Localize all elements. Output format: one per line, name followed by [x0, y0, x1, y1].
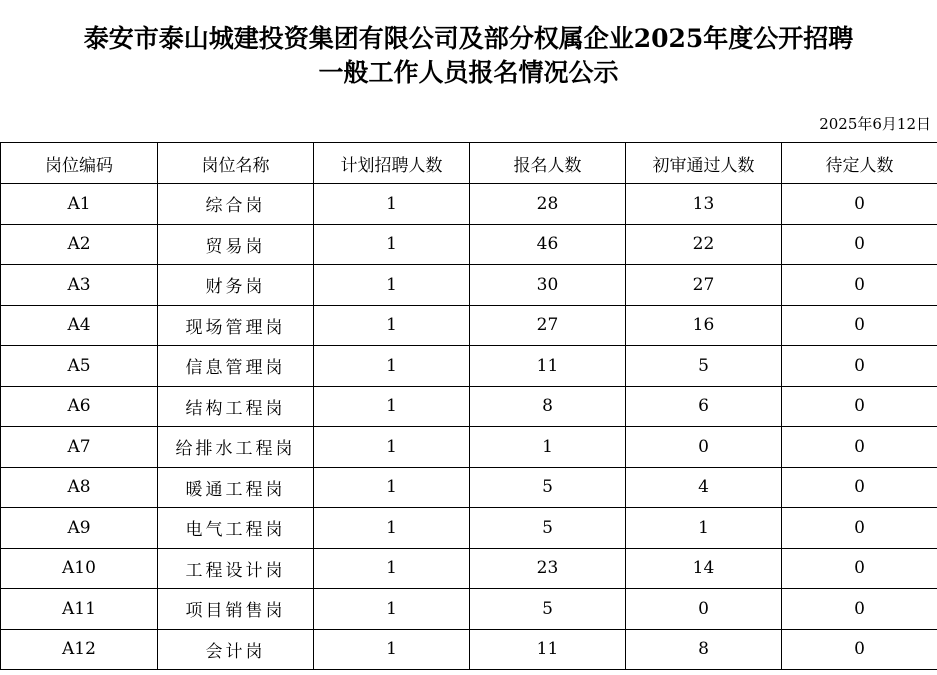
cell-applicant-count: 5: [470, 589, 626, 630]
cell-pending-count: 0: [782, 467, 937, 508]
cell-pending-count: 0: [782, 184, 937, 225]
cell-applicant-count: 27: [470, 305, 626, 346]
cell-position-name: 会计岗: [158, 629, 314, 670]
cell-position-name: 现场管理岗: [158, 305, 314, 346]
cell-applicant-count: 11: [470, 346, 626, 387]
cell-applicant-count: 5: [470, 467, 626, 508]
cell-position-name: 综合岗: [158, 184, 314, 225]
cell-position-name: 项目销售岗: [158, 589, 314, 630]
registration-table: [0, 142, 937, 670]
cell-applicant-count: 46: [470, 224, 626, 265]
cell-position-name: 给排水工程岗: [158, 427, 314, 468]
cell-position-name: 信息管理岗: [158, 346, 314, 387]
cell-planned-count: 1: [314, 467, 470, 508]
cell-pending-count: 0: [782, 589, 937, 630]
table-row: [1, 184, 937, 225]
cell-position-code: A10: [1, 548, 158, 589]
cell-position-code: A5: [1, 346, 158, 387]
table-row: [1, 589, 937, 630]
cell-planned-count: 1: [314, 305, 470, 346]
cell-planned-count: 1: [314, 427, 470, 468]
cell-planned-count: 1: [314, 508, 470, 549]
cell-applicant-count: 8: [470, 386, 626, 427]
cell-passed-count: 14: [626, 548, 782, 589]
cell-position-code: A11: [1, 589, 158, 630]
cell-position-name: 贸易岗: [158, 224, 314, 265]
cell-passed-count: 1: [626, 508, 782, 549]
table-row: [1, 346, 937, 387]
cell-passed-count: 16: [626, 305, 782, 346]
cell-position-code: A3: [1, 265, 158, 306]
header-planned-count: 计划招聘人数: [314, 143, 470, 184]
cell-planned-count: 1: [314, 589, 470, 630]
table-row: [1, 629, 937, 670]
table-row: [1, 305, 937, 346]
table-body: [1, 184, 937, 670]
header-pending-count: 待定人数: [782, 143, 937, 184]
header-applicant-count: 报名人数: [470, 143, 626, 184]
cell-position-code: A6: [1, 386, 158, 427]
cell-position-name: 工程设计岗: [158, 548, 314, 589]
cell-position-name: 结构工程岗: [158, 386, 314, 427]
document-title-line2: 一般工作人员报名情况公示: [318, 58, 619, 87]
table-row: [1, 386, 937, 427]
cell-passed-count: 8: [626, 629, 782, 670]
publish-date: 2025年6月12日: [819, 115, 931, 133]
cell-passed-count: 6: [626, 386, 782, 427]
cell-planned-count: 1: [314, 386, 470, 427]
cell-passed-count: 22: [626, 224, 782, 265]
cell-pending-count: 0: [782, 386, 937, 427]
cell-pending-count: 0: [782, 548, 937, 589]
cell-planned-count: 1: [314, 265, 470, 306]
header-position-code: 岗位编码: [1, 143, 158, 184]
cell-position-code: A12: [1, 629, 158, 670]
cell-pending-count: 0: [782, 427, 937, 468]
table-row: [1, 548, 937, 589]
cell-planned-count: 1: [314, 184, 470, 225]
table-row: [1, 427, 937, 468]
cell-planned-count: 1: [314, 346, 470, 387]
cell-pending-count: 0: [782, 346, 937, 387]
table-row: [1, 265, 937, 306]
cell-position-name: 暖通工程岗: [158, 467, 314, 508]
header-position-name: 岗位名称: [158, 143, 314, 184]
cell-applicant-count: 5: [470, 508, 626, 549]
table-row: [1, 224, 937, 265]
header-row: [1, 143, 937, 184]
cell-applicant-count: 28: [470, 184, 626, 225]
cell-applicant-count: 11: [470, 629, 626, 670]
cell-passed-count: 0: [626, 589, 782, 630]
table-header: [1, 143, 937, 184]
cell-pending-count: 0: [782, 305, 937, 346]
cell-position-code: A2: [1, 224, 158, 265]
cell-planned-count: 1: [314, 224, 470, 265]
cell-applicant-count: 23: [470, 548, 626, 589]
document-title-line1: 泰安市泰山城建投资集团有限公司及部分权属企业2025年度公开招聘: [83, 24, 854, 53]
cell-position-code: A8: [1, 467, 158, 508]
cell-applicant-count: 30: [470, 265, 626, 306]
table-row: [1, 508, 937, 549]
cell-pending-count: 0: [782, 629, 937, 670]
cell-position-name: 财务岗: [158, 265, 314, 306]
cell-passed-count: 27: [626, 265, 782, 306]
cell-position-code: A1: [1, 184, 158, 225]
cell-pending-count: 0: [782, 224, 937, 265]
cell-planned-count: 1: [314, 629, 470, 670]
cell-applicant-count: 1: [470, 427, 626, 468]
cell-position-code: A7: [1, 427, 158, 468]
cell-pending-count: 0: [782, 265, 937, 306]
cell-position-code: A4: [1, 305, 158, 346]
cell-passed-count: 4: [626, 467, 782, 508]
header-passed-count: 初审通过人数: [626, 143, 782, 184]
cell-passed-count: 13: [626, 184, 782, 225]
cell-position-name: 电气工程岗: [158, 508, 314, 549]
cell-passed-count: 0: [626, 427, 782, 468]
table-row: [1, 467, 937, 508]
cell-position-code: A9: [1, 508, 158, 549]
cell-pending-count: 0: [782, 508, 937, 549]
cell-passed-count: 5: [626, 346, 782, 387]
cell-planned-count: 1: [314, 548, 470, 589]
